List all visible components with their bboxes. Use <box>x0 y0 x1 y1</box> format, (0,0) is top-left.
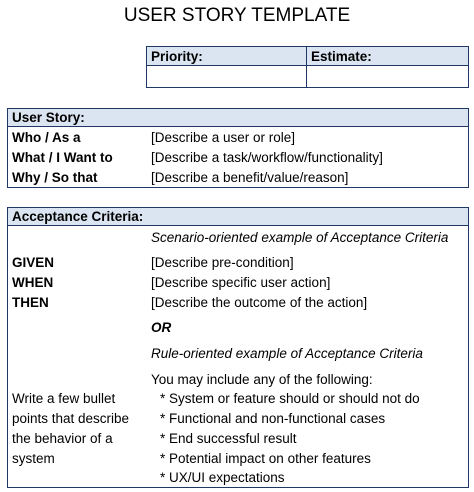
who-value: [Describe a user or role] <box>151 130 296 145</box>
who-label: Who / As a <box>12 130 81 145</box>
acceptance-criteria-heading: Acceptance Criteria: <box>12 209 144 224</box>
what-value: [Describe a task/workflow/functionality] <box>151 150 383 165</box>
left-note-line: system <box>12 451 55 466</box>
when-value: [Describe specific user action] <box>151 275 331 290</box>
rule-heading: Rule-oriented example of Acceptance Criteria <box>151 346 423 361</box>
scenario-heading: Scenario-oriented example of Acceptance Criteria <box>151 230 449 245</box>
given-label: GIVEN <box>12 255 55 270</box>
why-label: Why / So that <box>12 170 98 185</box>
bullet-item: * End successful result <box>160 431 297 446</box>
given-value: [Describe pre-condition] <box>151 255 294 270</box>
bullet-item: * UX/UI expectations <box>160 470 285 485</box>
what-label: What / I Want to <box>12 150 113 165</box>
priority-label: Priority: <box>151 49 203 64</box>
then-label: THEN <box>12 295 49 310</box>
left-note-line: the behavior of a <box>12 431 113 446</box>
then-value: [Describe the outcome of the action] <box>151 295 368 310</box>
left-note-line: points that describe <box>12 411 130 426</box>
priority-estimate-divider <box>306 47 307 87</box>
when-label: WHEN <box>12 275 54 290</box>
why-value: [Describe a benefit/value/reason] <box>151 170 349 185</box>
intro-text: You may include any of the following: <box>151 372 373 387</box>
estimate-label: Estimate: <box>311 49 372 64</box>
bullet-item: * Functional and non-functional cases <box>160 411 386 426</box>
user-story-heading: User Story: <box>12 110 85 125</box>
or-separator: OR <box>151 320 172 335</box>
page-title: USER STORY TEMPLATE <box>123 5 351 26</box>
left-note-line: Write a few bullet <box>12 391 116 406</box>
bullet-item: * Potential impact on other features <box>160 451 371 466</box>
bullet-item: * System or feature should or should not do <box>160 391 420 406</box>
